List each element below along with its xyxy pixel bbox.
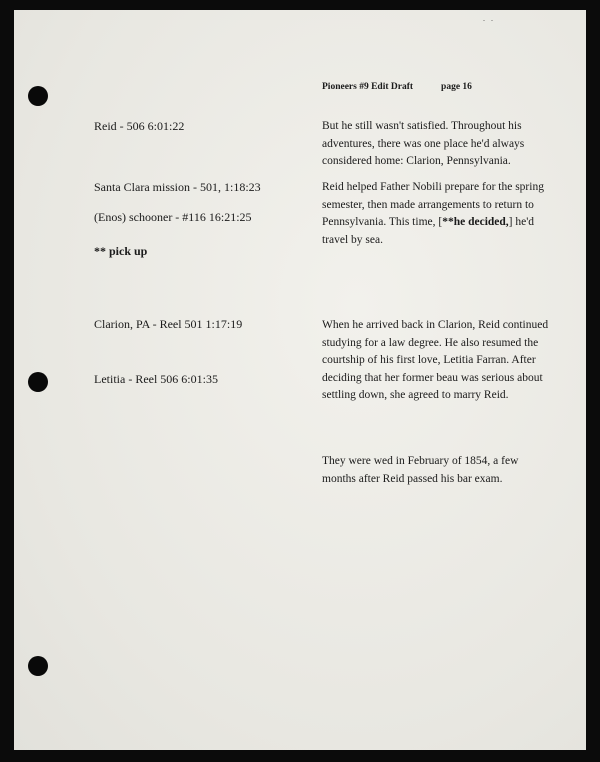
document-page	[14, 10, 586, 750]
corner-marks: . .	[483, 14, 495, 23]
timecode-note: Santa Clara mission - 501, 1:18:23	[94, 180, 261, 194]
punch-hole-middle	[28, 372, 48, 392]
timecode-note: Letitia - Reel 506 6:01:35	[94, 372, 218, 386]
paragraph-text: Reid helped Father Nobili prepare for the spring semester, then made arrangements to return to Pennsylvania. This time, [	[322, 181, 544, 228]
timecode-note: Clarion, PA - Reel 501 1:17:19	[94, 317, 243, 331]
timecode-note: (Enos) schooner - #116 16:21:25	[94, 210, 252, 224]
narration-paragraph: When he arrived back in Clarion, Reid continued studying for a law degree. He also resumed the courtship of his first love, Letitia Farran. After deciding that her former beau was serious about settling down, she agreed to marry Reid.	[322, 319, 549, 401]
narration-paragraph: But he still wasn't satisfied. Throughout his adventures, there was one place he'd always considered home: Clarion, Pennsylvania.	[322, 120, 525, 167]
pickup-note: ** pick up	[94, 244, 148, 258]
timecode-note: Reid - 506 6:01:22	[94, 119, 185, 133]
narration-paragraph: They were wed in February of 1854, a few months after Reid passed his bar exam.	[322, 455, 519, 485]
page-header	[322, 82, 472, 92]
paragraph-text: ] he'd travel by sea.	[322, 216, 535, 246]
page-number: page 16	[441, 82, 472, 92]
narration-paragraph	[322, 179, 554, 249]
punch-hole-top	[28, 86, 48, 106]
punch-hole-bottom	[28, 656, 48, 676]
draft-title: Pioneers #9 Edit Draft	[322, 82, 414, 92]
bold-insertion: **he decided,	[442, 216, 509, 228]
